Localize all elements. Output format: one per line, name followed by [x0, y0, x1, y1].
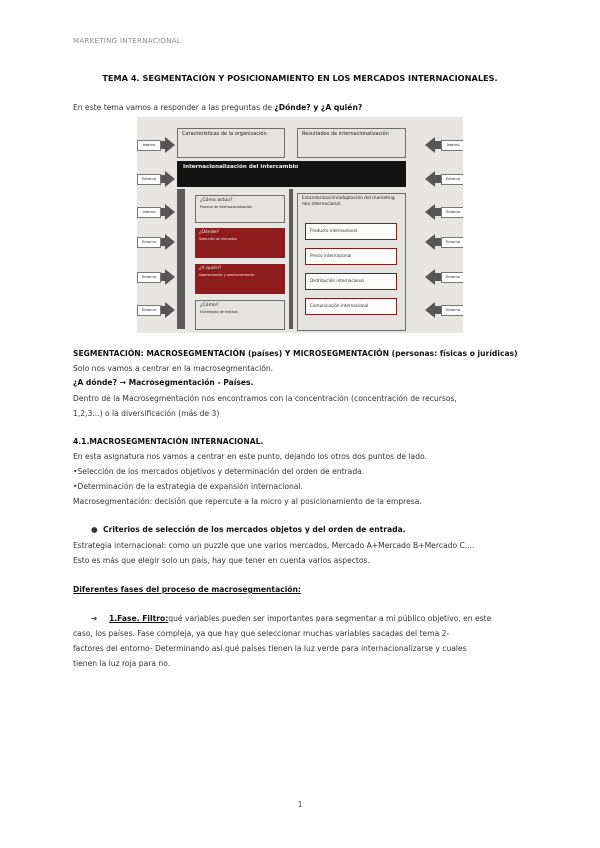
- text-line-6: •Selección de los mercados objetivos y determinación del orden de entrada.: [73, 467, 365, 476]
- phase-1-text: qué variables pueden ser importantes para segmentar a mi público objetivo, en este: [168, 614, 492, 623]
- box-a-quien: [195, 264, 285, 294]
- left-label-2: Externo: [137, 174, 161, 185]
- text-line-5: En esta asignatura nos vamos a centrar en este punto, dejando los otros dos puntos de lado.: [73, 452, 427, 461]
- phase-1-line: [91, 614, 491, 623]
- page-number: 1: [297, 800, 303, 809]
- left-label-6: Entorno: [137, 305, 161, 316]
- left-label-5: Entorno: [137, 272, 161, 283]
- text-line-7: •Determinación de la estrategia de expansión internacional.: [73, 482, 303, 491]
- right-label-1: Interno: [441, 140, 463, 151]
- box-characteristics: Características de la organización: [177, 128, 285, 158]
- segmentation-heading: SEGMENTACIÓN: MACROSEGMENTACIÓN (países) Y MICROSEGMENTACIÓN (personas: físicas o jurídicas): [73, 349, 518, 358]
- right-label-6: Entorno: [441, 305, 463, 316]
- text-line-10: Esto es más que elegir solo un país, hay que tener en cuenta varios aspectos.: [73, 556, 370, 565]
- box-results: Resultados de internacionalización: [297, 128, 406, 158]
- como-actuo-sub: Proceso de internacionalización: [200, 205, 253, 209]
- middle-connector: [289, 189, 293, 329]
- text-line-12: factores del entorno- Determinando así qué países tienen la luz verde para internacionalizarse y cuales: [73, 644, 467, 653]
- internationalization-diagram: [137, 117, 463, 333]
- a-quien-title: ¿A quién?: [199, 266, 222, 271]
- donde-sub: Selección de mercados: [199, 237, 238, 241]
- como-actuo-title: ¿Cómo actúo?: [200, 198, 233, 203]
- box-como-actuo: [195, 195, 285, 223]
- bullet-dot-icon: ●: [91, 525, 98, 534]
- text-line-11: caso, los países. Fase compleja, ya que hay que seleccionar muchas variables sacadas del tema 2-: [73, 629, 450, 638]
- text-line-2: ¿A dónde? → Macrosegmentación - Países.: [73, 378, 254, 387]
- left-connector: [177, 189, 185, 329]
- section-41-heading: 4.1.MACROSEGMENTACIÓN INTERNACIONAL.: [73, 437, 264, 446]
- document-title: TEMA 4. SEGMENTACIÓN Y POSICIONAMIENTO EN LOS MERCADOS INTERNACIONALES.: [102, 73, 498, 83]
- como-sub: Estrategias de entrada: [200, 310, 238, 314]
- mix-communication: Comunicación internacional: [305, 298, 397, 315]
- arrow-right-icon: ➔: [91, 614, 98, 623]
- phase-1-label: 1.Fase. Filtro:: [109, 614, 169, 623]
- intro-paragraph: [73, 103, 362, 112]
- box-donde: [195, 228, 285, 258]
- left-label-1: Interno: [137, 140, 161, 151]
- text-line-1: Solo nos vamos a centrar en la macrosegmentación.: [73, 364, 274, 373]
- text-line-4: 1,2,3...) o la diversificación (más de 3): [73, 409, 220, 418]
- mix-price: Precio internacional: [305, 248, 397, 265]
- right-arrows: [425, 137, 463, 318]
- box-standardization: Estandarización/adaptación del marketing mix internacional: [297, 193, 406, 331]
- text-line-9: Estrategia internacional: como un puzzle que une varios mercados, Mercado A+Mercado B+Mercado C....: [73, 541, 475, 550]
- intro-questions: ¿Dónde? y ¿A quién?: [274, 103, 363, 112]
- como-title: ¿Cómo?: [200, 303, 219, 308]
- right-label-3: Entorno: [441, 207, 463, 218]
- left-arrows: [137, 137, 175, 318]
- criteria-bullet: [91, 525, 406, 534]
- phases-heading: Diferentes fases del proceso de macrosegmentación:: [73, 585, 301, 594]
- left-label-4: Entorno: [137, 237, 161, 248]
- text-line-8: Macrosegmentación: decisión que repercute a la micro y al posicionamiento de la empresa.: [73, 497, 422, 506]
- text-line-13: tienen la luz roja para no.: [73, 659, 171, 668]
- mix-product: Producto internacional: [305, 223, 397, 240]
- a-quien-sub: Segmentación y posicionamiento: [199, 273, 254, 277]
- text-line-3: Dentro de la Macrosegmentación nos encontramos con la concentración (concentración de recursos,: [73, 394, 457, 403]
- box-como: [195, 300, 285, 330]
- intro-text: En este tema vamos a responder a las preguntas de: [73, 103, 275, 112]
- criteria-text: Criterios de selección de los mercados objetos y del orden de entrada.: [103, 525, 406, 534]
- mix-distribution: Distribución internacional: [305, 273, 397, 290]
- left-label-3: Interno: [137, 207, 161, 218]
- donde-title: ¿Dónde?: [199, 230, 219, 235]
- right-label-4: Entorno: [441, 237, 463, 248]
- right-label-5: Entorno: [441, 272, 463, 283]
- box-internationalization: Internacionalización del intercambio: [177, 161, 406, 187]
- right-label-2: Externo: [441, 174, 463, 185]
- page-header: MARKETING INTERNACIONAL: [73, 37, 181, 45]
